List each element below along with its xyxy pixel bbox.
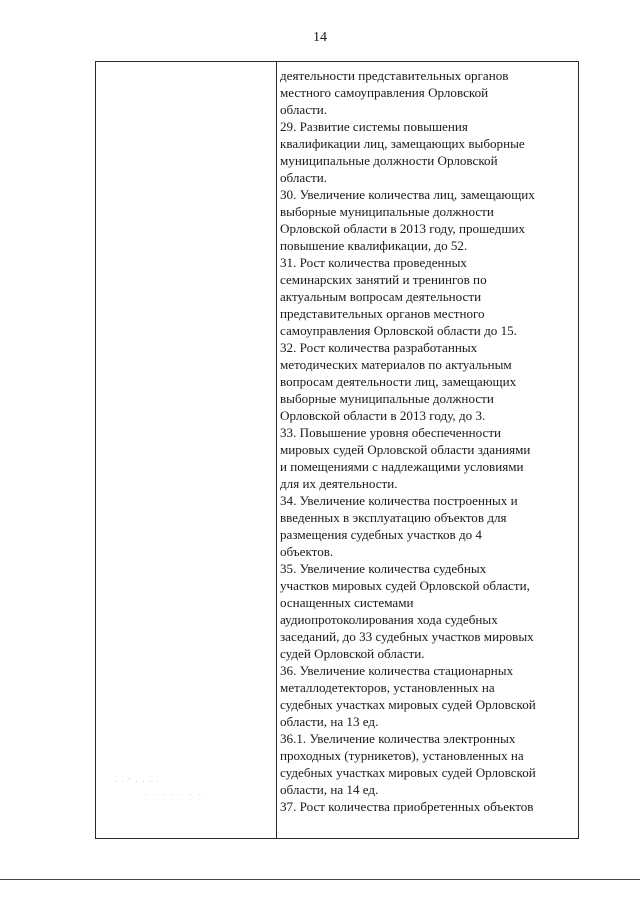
text-line: выборные муниципальные должности xyxy=(280,204,494,219)
text-line: области, на 14 ед. xyxy=(280,782,379,797)
text-line: размещения судебных участков до 4 xyxy=(280,527,482,542)
text-line: вопросам деятельности лиц, замещающих xyxy=(280,374,517,389)
text-line: оснащенных системами xyxy=(280,595,414,610)
text-line: проходных (турникетов), установленных на xyxy=(280,748,524,763)
text-line: судебных участках мировых судей Орловской xyxy=(280,697,536,712)
document-table xyxy=(95,61,579,839)
text-line: 32. Рост количества разработанных xyxy=(280,340,478,355)
text-line: 37. Рост количества приобретенных объектов xyxy=(280,799,534,814)
text-line: области. xyxy=(280,170,328,185)
text-line: 30. Увеличение количества лиц, замещающих xyxy=(280,187,535,202)
text-line: участков мировых судей Орловской области, xyxy=(280,578,530,593)
text-line: 31. Рост количества проведенных xyxy=(280,255,467,270)
text-line: аудиопротоколирования хода судебных xyxy=(280,612,498,627)
text-line: для их деятельности. xyxy=(280,476,398,491)
text-line: области. xyxy=(280,102,328,117)
text-line: методических материалов по актуальным xyxy=(280,357,512,372)
text-line: и помещениями с надлежащими условиями xyxy=(280,459,524,474)
text-line: 36. Увеличение количества стационарных xyxy=(280,663,514,678)
text-line: объектов. xyxy=(280,544,334,559)
text-line: местного самоуправления Орловской xyxy=(280,85,489,100)
indicators-text-cell xyxy=(280,67,575,815)
column-divider xyxy=(276,62,277,838)
text-line: 33. Повышение уровня обеспеченности xyxy=(280,425,502,440)
text-line: судебных участках мировых судей Орловской xyxy=(280,765,536,780)
bottom-rule xyxy=(0,879,640,880)
text-line: муниципальные должности Орловской xyxy=(280,153,498,168)
text-line: 36.1. Увеличение количества электронных xyxy=(280,731,516,746)
text-line: семинарских занятий и тренингов по xyxy=(280,272,487,287)
text-line: 34. Увеличение количества построенных и xyxy=(280,493,518,508)
text-line: деятельности представительных органов xyxy=(280,68,509,83)
text-line: Орловской области в 2013 году, до 3. xyxy=(280,408,486,423)
text-line: повышение квалификации, до 52. xyxy=(280,238,468,253)
text-line: квалификации лиц, замещающих выборные xyxy=(280,136,525,151)
text-line: выборные муниципальные должности xyxy=(280,391,494,406)
text-line: судей Орловской области. xyxy=(280,646,425,661)
scan-specks: . . ' . . . . xyxy=(115,778,161,784)
text-line: 35. Увеличение количества судебных xyxy=(280,561,487,576)
text-line: актуальным вопросам деятельности xyxy=(280,289,482,304)
page-number: 14 xyxy=(313,30,327,45)
text-line: представительных органов местного xyxy=(280,306,485,321)
scan-specks-2: . . . . . . . xyxy=(145,791,204,797)
text-line: Орловской области в 2013 году, прошедших xyxy=(280,221,526,236)
text-line: области, на 13 ед. xyxy=(280,714,379,729)
text-line: мировых судей Орловской области зданиями xyxy=(280,442,531,457)
text-line: введенных в эксплуатацию объектов для xyxy=(280,510,507,525)
text-line: заседаний, до 33 судебных участков мировых xyxy=(280,629,534,644)
text-line: металлодетекторов, установленных на xyxy=(280,680,495,695)
text-line: 29. Развитие системы повышения xyxy=(280,119,468,134)
text-line: самоуправления Орловской области до 15. xyxy=(280,323,517,338)
